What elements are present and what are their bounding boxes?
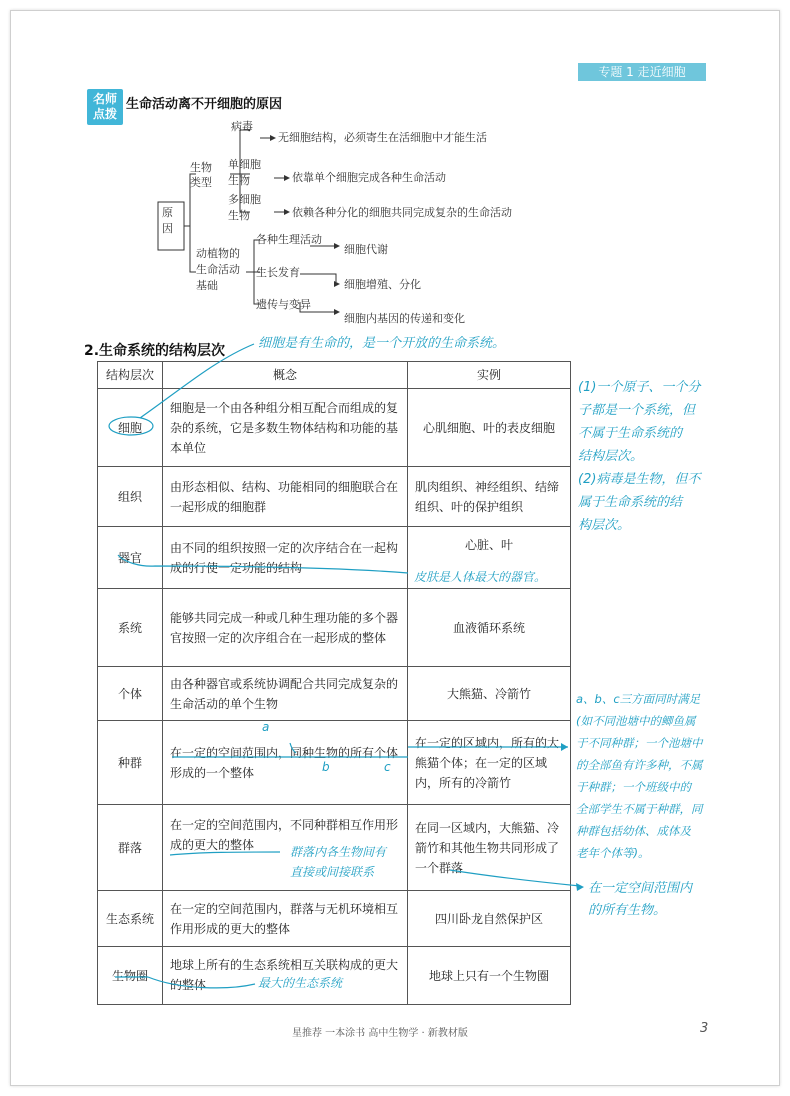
handnote-line: 结构层次。 (578, 449, 644, 464)
handnote-right-1 (578, 376, 778, 537)
handnote-line: 群落内各生物间有 (290, 845, 387, 859)
handnote-organ: 皮肤是人体最大的器官。 (414, 570, 547, 584)
tree-branch1-label: 生物类型 (190, 161, 212, 189)
row-example: 肌肉组织、神经组织、结缔组织、叶的保护组织 (408, 467, 571, 527)
handnote-line: 的全部鱼有许多种，不属 (576, 758, 703, 772)
tree-b1-desc-2: 依靠单个细胞完成各种生命活动 (292, 171, 446, 184)
mark-b: b (322, 760, 330, 774)
header-concept: 概念 (163, 362, 408, 389)
tree-b1-desc-1: 无细胞结构，必须寄生在活细胞中才能生活 (278, 131, 487, 144)
handnote-line: 老年个体等)。 (576, 846, 650, 860)
row-concept: 在一定的空间范围内，群落与无机环境相互作用形成的更大的整体 (163, 891, 408, 947)
handnote-line: 构层次。 (578, 518, 631, 533)
tree-b2-desc-1: 细胞代谢 (344, 243, 388, 256)
handnote-line: 在一定空间范围内 (588, 881, 693, 896)
row-concept: 由不同的组织按照一定的次序结合在一起构成的行使一定功能的结构 (163, 527, 408, 589)
arrow-organ (118, 555, 408, 573)
tree-branch2-label: 动植物的生命活动基础 (196, 247, 240, 292)
handnote-community (290, 842, 386, 882)
row-level: 生物圈 (98, 947, 163, 1005)
underline-community (170, 852, 280, 855)
handnote-line: 于不同种群；一个池塘中 (576, 736, 703, 750)
row-level: 组织 (98, 467, 163, 527)
handnote-line: 不属于生命系统的 (578, 426, 683, 441)
tree-b2-type-3: 遗传与变异 (256, 298, 311, 311)
row-level: 系统 (98, 589, 163, 667)
mark-c: c (384, 760, 391, 774)
tree-b1-type-2: 单细胞生物 (228, 158, 261, 187)
handnote-line: 全部学生不属于种群，同 (576, 802, 703, 816)
row-concept: 细胞是一个由各种组分相互配合而组成的复杂的系统，它是多数生物体结构和功能的基本单位 (163, 389, 408, 467)
footer-text: 星推荐 一本涂书 高中生物学 · 新教材版 (292, 1028, 468, 1039)
handnote-line: 于种群；一个班级中的 (576, 780, 691, 794)
row-concept: 由各种器官或系统协调配合共同完成复杂的生命活动的单个生物 (163, 667, 408, 721)
row-concept: 在一定的空间范围内，不同种群相互作用形成的更大的整体 (163, 805, 408, 891)
row-level: 群落 (98, 805, 163, 891)
row-example: 心脏、叶 (408, 527, 571, 589)
handnote-line: (如不同池塘中的鲫鱼属 (576, 714, 696, 728)
section1-title: 生命活动离不开细胞的原因 (126, 97, 283, 112)
tree-b1-type-1: 病毒 (231, 120, 253, 133)
row-level: 种群 (98, 721, 163, 805)
handnote-cell: 细胞是有生命的，是一个开放的生命系统。 (258, 336, 506, 351)
handnote-line: 直接或间接联系 (290, 865, 375, 879)
header-level: 结构层次 (98, 362, 163, 389)
handnote-line: 子都是一个系统，但 (578, 403, 696, 418)
tree-b2-type-1: 各种生理活动 (256, 233, 322, 246)
tips-badge-line2: 点拨 (92, 107, 117, 121)
handnote-line: 属于生命系统的结 (578, 495, 683, 510)
tree-b1-desc-3: 依赖各种分化的细胞共同完成复杂的生命活动 (292, 206, 512, 219)
arrow-biosphere (148, 977, 255, 988)
row-example: 心肌细胞、叶的表皮细胞 (408, 389, 571, 467)
handnote-biosphere: 最大的生态系统 (258, 976, 343, 990)
tree-b1-type-3: 多细胞生物 (228, 193, 261, 222)
handnote-population (576, 688, 776, 864)
row-example: 四川卧龙自然保护区 (408, 891, 571, 947)
row-concept: 在一定的空间范围内，同种生物的所有个体形成的一个整体 (163, 721, 408, 805)
row-example: 血液循环系统 (408, 589, 571, 667)
section2-title: 2.生命系统的结构层次 (84, 343, 226, 359)
handnote-line: 的所有生物。 (588, 903, 667, 918)
row-concept: 地球上所有的生态系统相互关联构成的更大的整体 (163, 947, 408, 1005)
arrow-community-example (450, 870, 580, 886)
circle-cell (109, 417, 153, 435)
row-level: 细胞 (98, 389, 163, 467)
row-example: 大熊猫、冷箭竹 (408, 667, 571, 721)
arrow-cell-note (140, 344, 254, 418)
handnote-line: (2)病毒是生物，但不 (578, 472, 701, 487)
handnote-community-example (588, 878, 692, 922)
row-example: 在一定的区域内，所有的大熊猫个体；在一定的区域内，所有的冷箭竹 (408, 721, 571, 805)
header-example: 实例 (408, 362, 571, 389)
row-level: 生态系统 (98, 891, 163, 947)
tips-badge-line1: 名师 (92, 92, 117, 106)
tree-root-label: 原因 (162, 206, 173, 235)
row-example: 在同一区域内，大熊猫、冷箭竹和其他生物共同形成了一个群落 (408, 805, 571, 891)
tree-b2-desc-3: 细胞内基因的传递和变化 (344, 312, 465, 325)
handnote-line: (1)一个原子、一个分 (578, 380, 701, 395)
tree-b2-type-2: 生长发育 (256, 266, 300, 279)
handnote-line: a、b、c三方面同时满足 (576, 692, 701, 706)
topic-badge: 专题 1 走近细胞 (578, 63, 706, 81)
row-concept: 由形态相似、结构、功能相同的细胞联合在一起形成的细胞群 (163, 467, 408, 527)
row-concept: 能够共同完成一种或几种生理功能的多个器官按照一定的次序组合在一起形成的整体 (163, 589, 408, 667)
row-example: 地球上只有一个生物圈 (408, 947, 571, 1005)
row-level: 器官 (98, 527, 163, 589)
mark-a: a (262, 720, 270, 734)
page-number: 3 (700, 1021, 709, 1036)
row-level: 个体 (98, 667, 163, 721)
tree-b2-desc-2: 细胞增殖、分化 (344, 278, 421, 291)
handnote-line: 种群包括幼体、成体及 (576, 824, 691, 838)
